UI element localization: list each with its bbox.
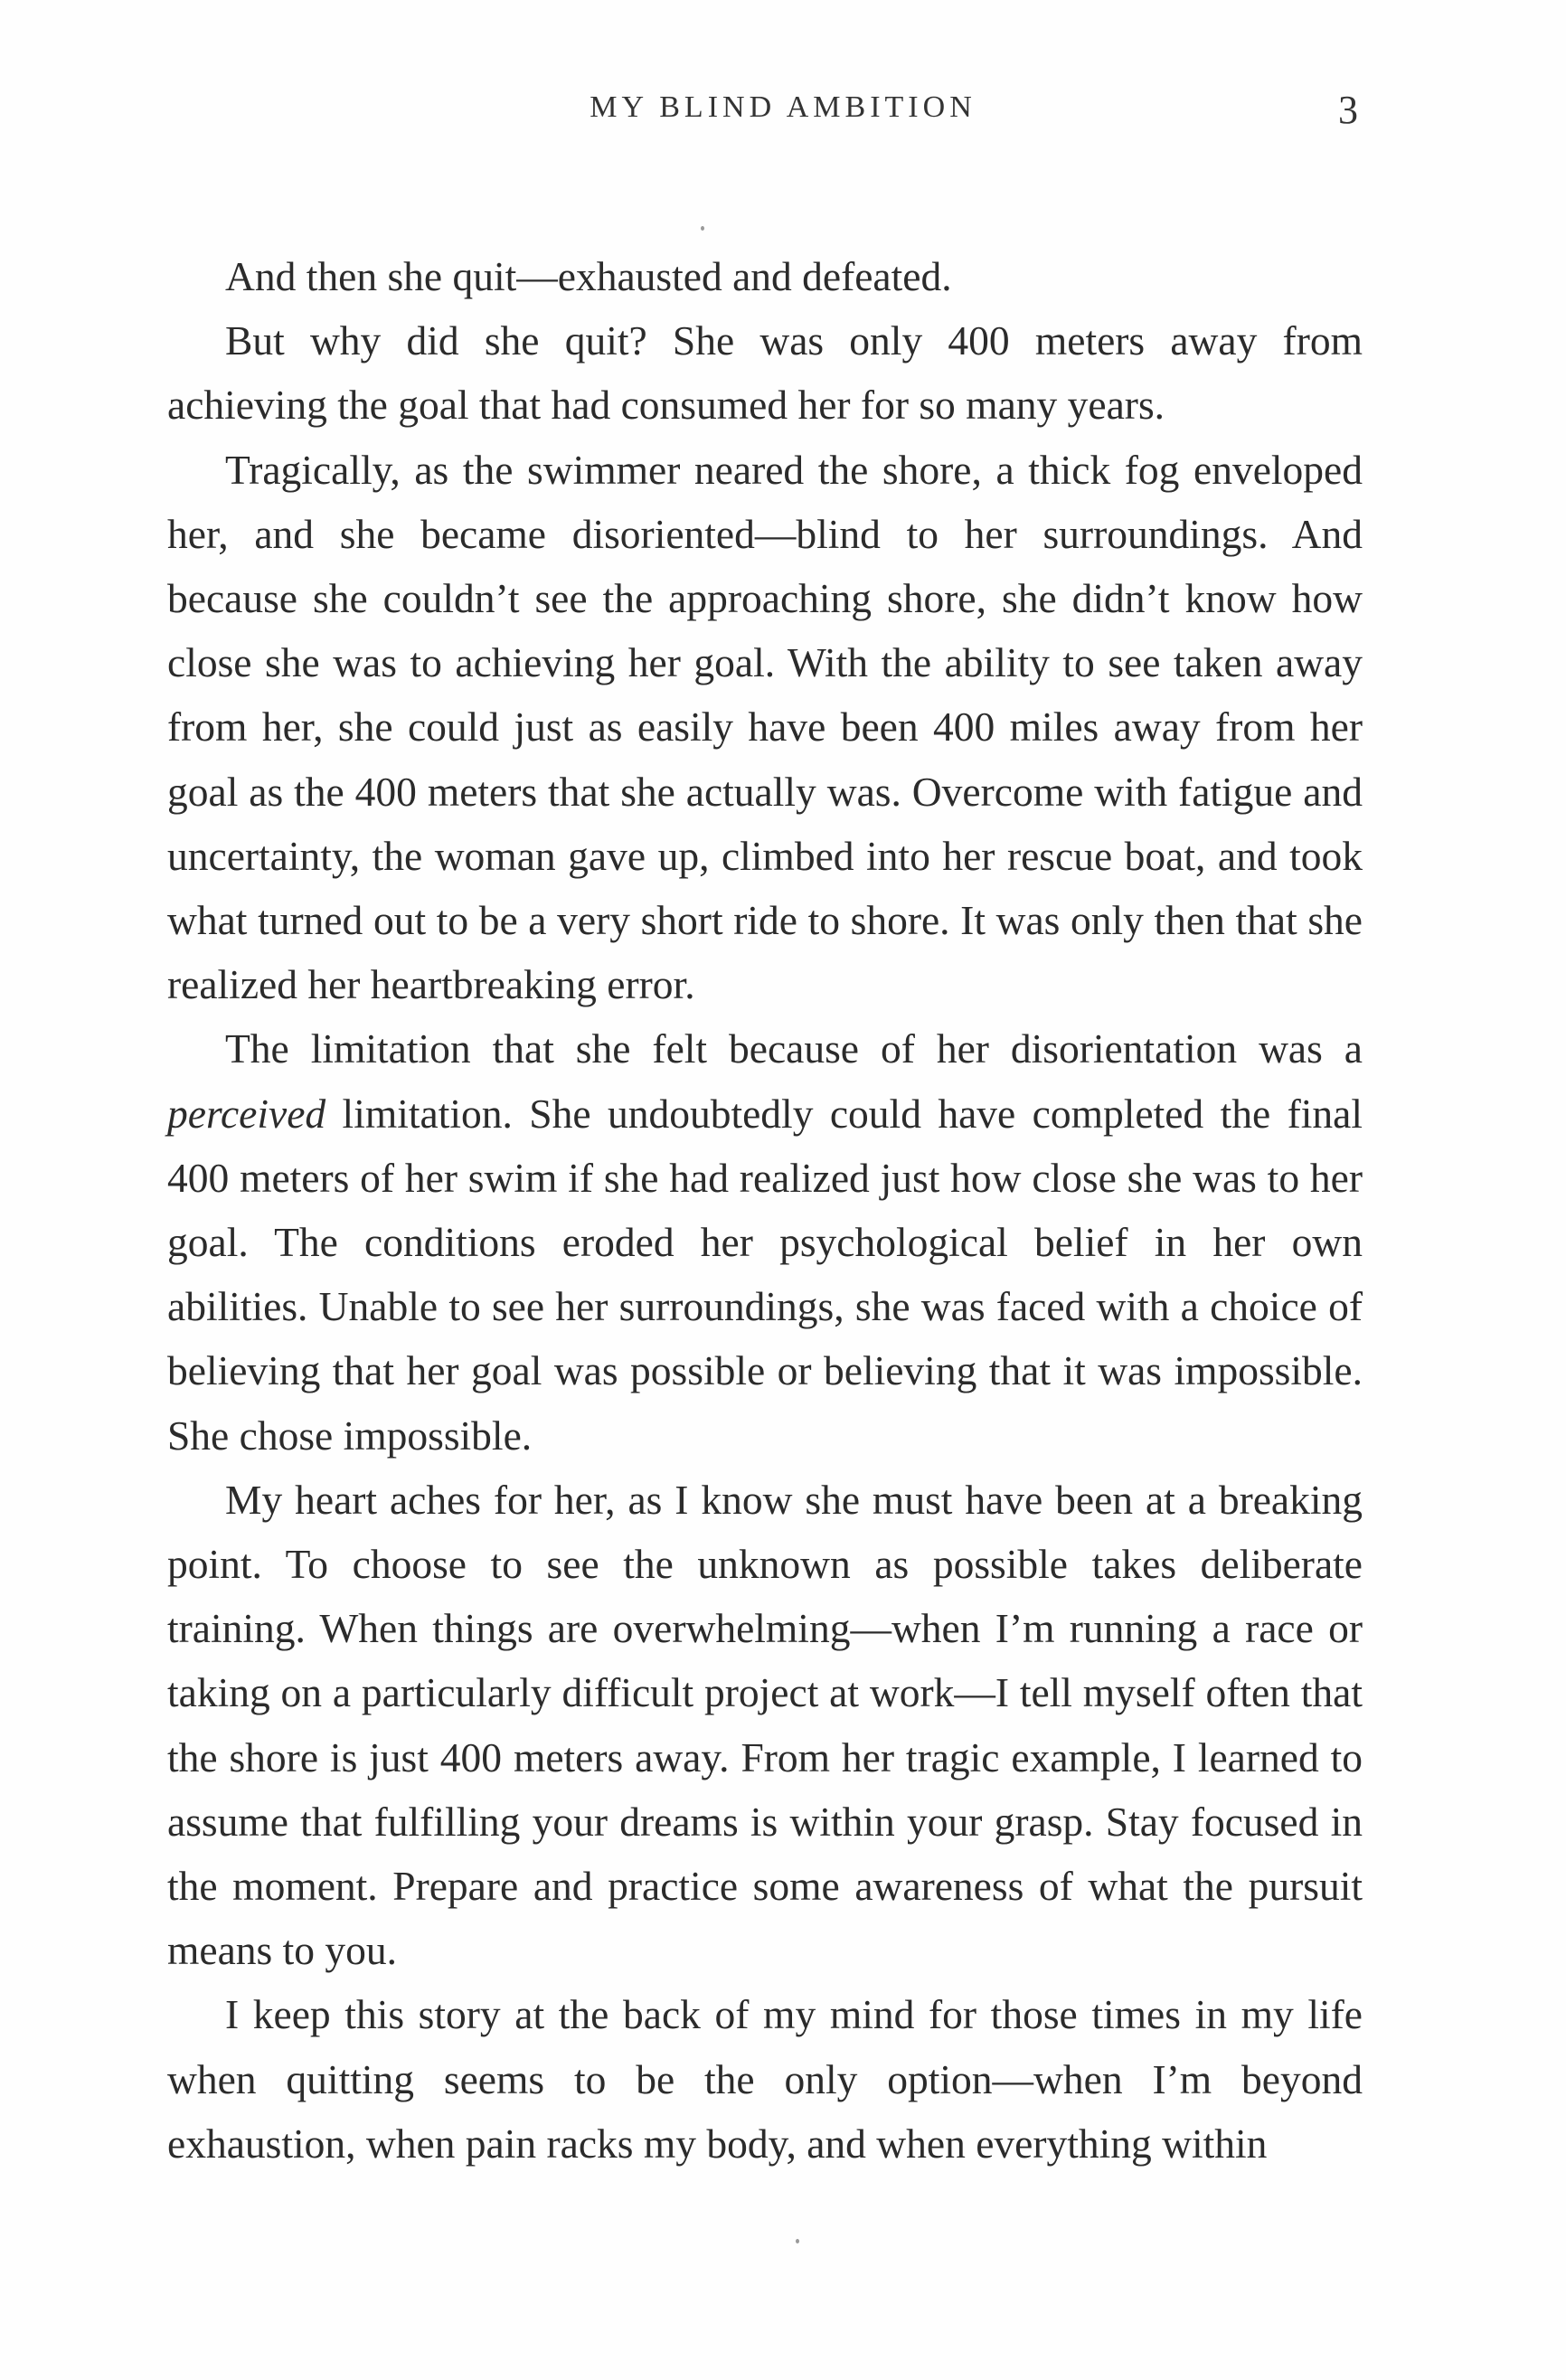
emphasis-text: perceived <box>167 1090 326 1137</box>
scan-speck <box>796 2239 799 2243</box>
page-number: 3 <box>1338 88 1358 132</box>
running-head <box>0 90 1566 145</box>
paragraph: And then she quit—exhausted and defeated. <box>225 253 952 299</box>
paragraph: Tragically, as the swimmer neared the shore, a thick fog enveloped her, and she became disoriented—blind to her surroundings. And because she couldn’t see the approaching shore, she didn’t know how close she was to achieving her goal. With the ability to see taken away from her, she could just as easily have been 400 miles away from her goal as the 400 meters that she actually was. Overcome with fatigue and uncertainty, the woman gave up, climbed into her rescue boat, and took what turned out to be a very short ride to shore. It was only then that she realized her heartbreaking error. <box>167 446 1363 1008</box>
scan-speck <box>701 226 704 231</box>
paragraph: I keep this story at the back of my mind for those times in my life when quitting seems to be the only option—when I’m beyond exhaustion, when pain racks my body, and when everything within <box>167 1991 1363 2167</box>
paragraph: My heart aches for her, as I know she must have been at a breaking point. To choose to see the unknown as possible takes deliberate training. When things are overwhelming—when I’m running a race or taking on a particularly difficult project at work—I tell myself often that the shore is just 400 meters away. From her tragic example, I learned to assume that fulfilling your dreams is within your grasp. Stay focused in the moment. Prepare and practice some awareness of what the pursuit means to you. <box>167 1476 1363 1974</box>
paragraph-text: limitation. She undoubtedly could have completed the final 400 meters of her swim if she had realized just how close she was to her goal. The conditions eroded her psychological belief in her own abilities. Unable to see her surroundings, she was faced with a choice of believing that her goal was possible or believing that it was impossible. She chose impossible. <box>167 1090 1363 1459</box>
paragraph: But why did she quit? She was only 400 meters away from achieving the goal that had consumed her for so many years. <box>167 317 1363 429</box>
body-text <box>167 244 1363 2176</box>
paragraph-text: The limitation that she felt because of her disorientation was a <box>225 1025 1363 1072</box>
paragraph <box>167 1016 1363 1467</box>
running-title: MY BLIND AMBITION <box>590 90 976 124</box>
